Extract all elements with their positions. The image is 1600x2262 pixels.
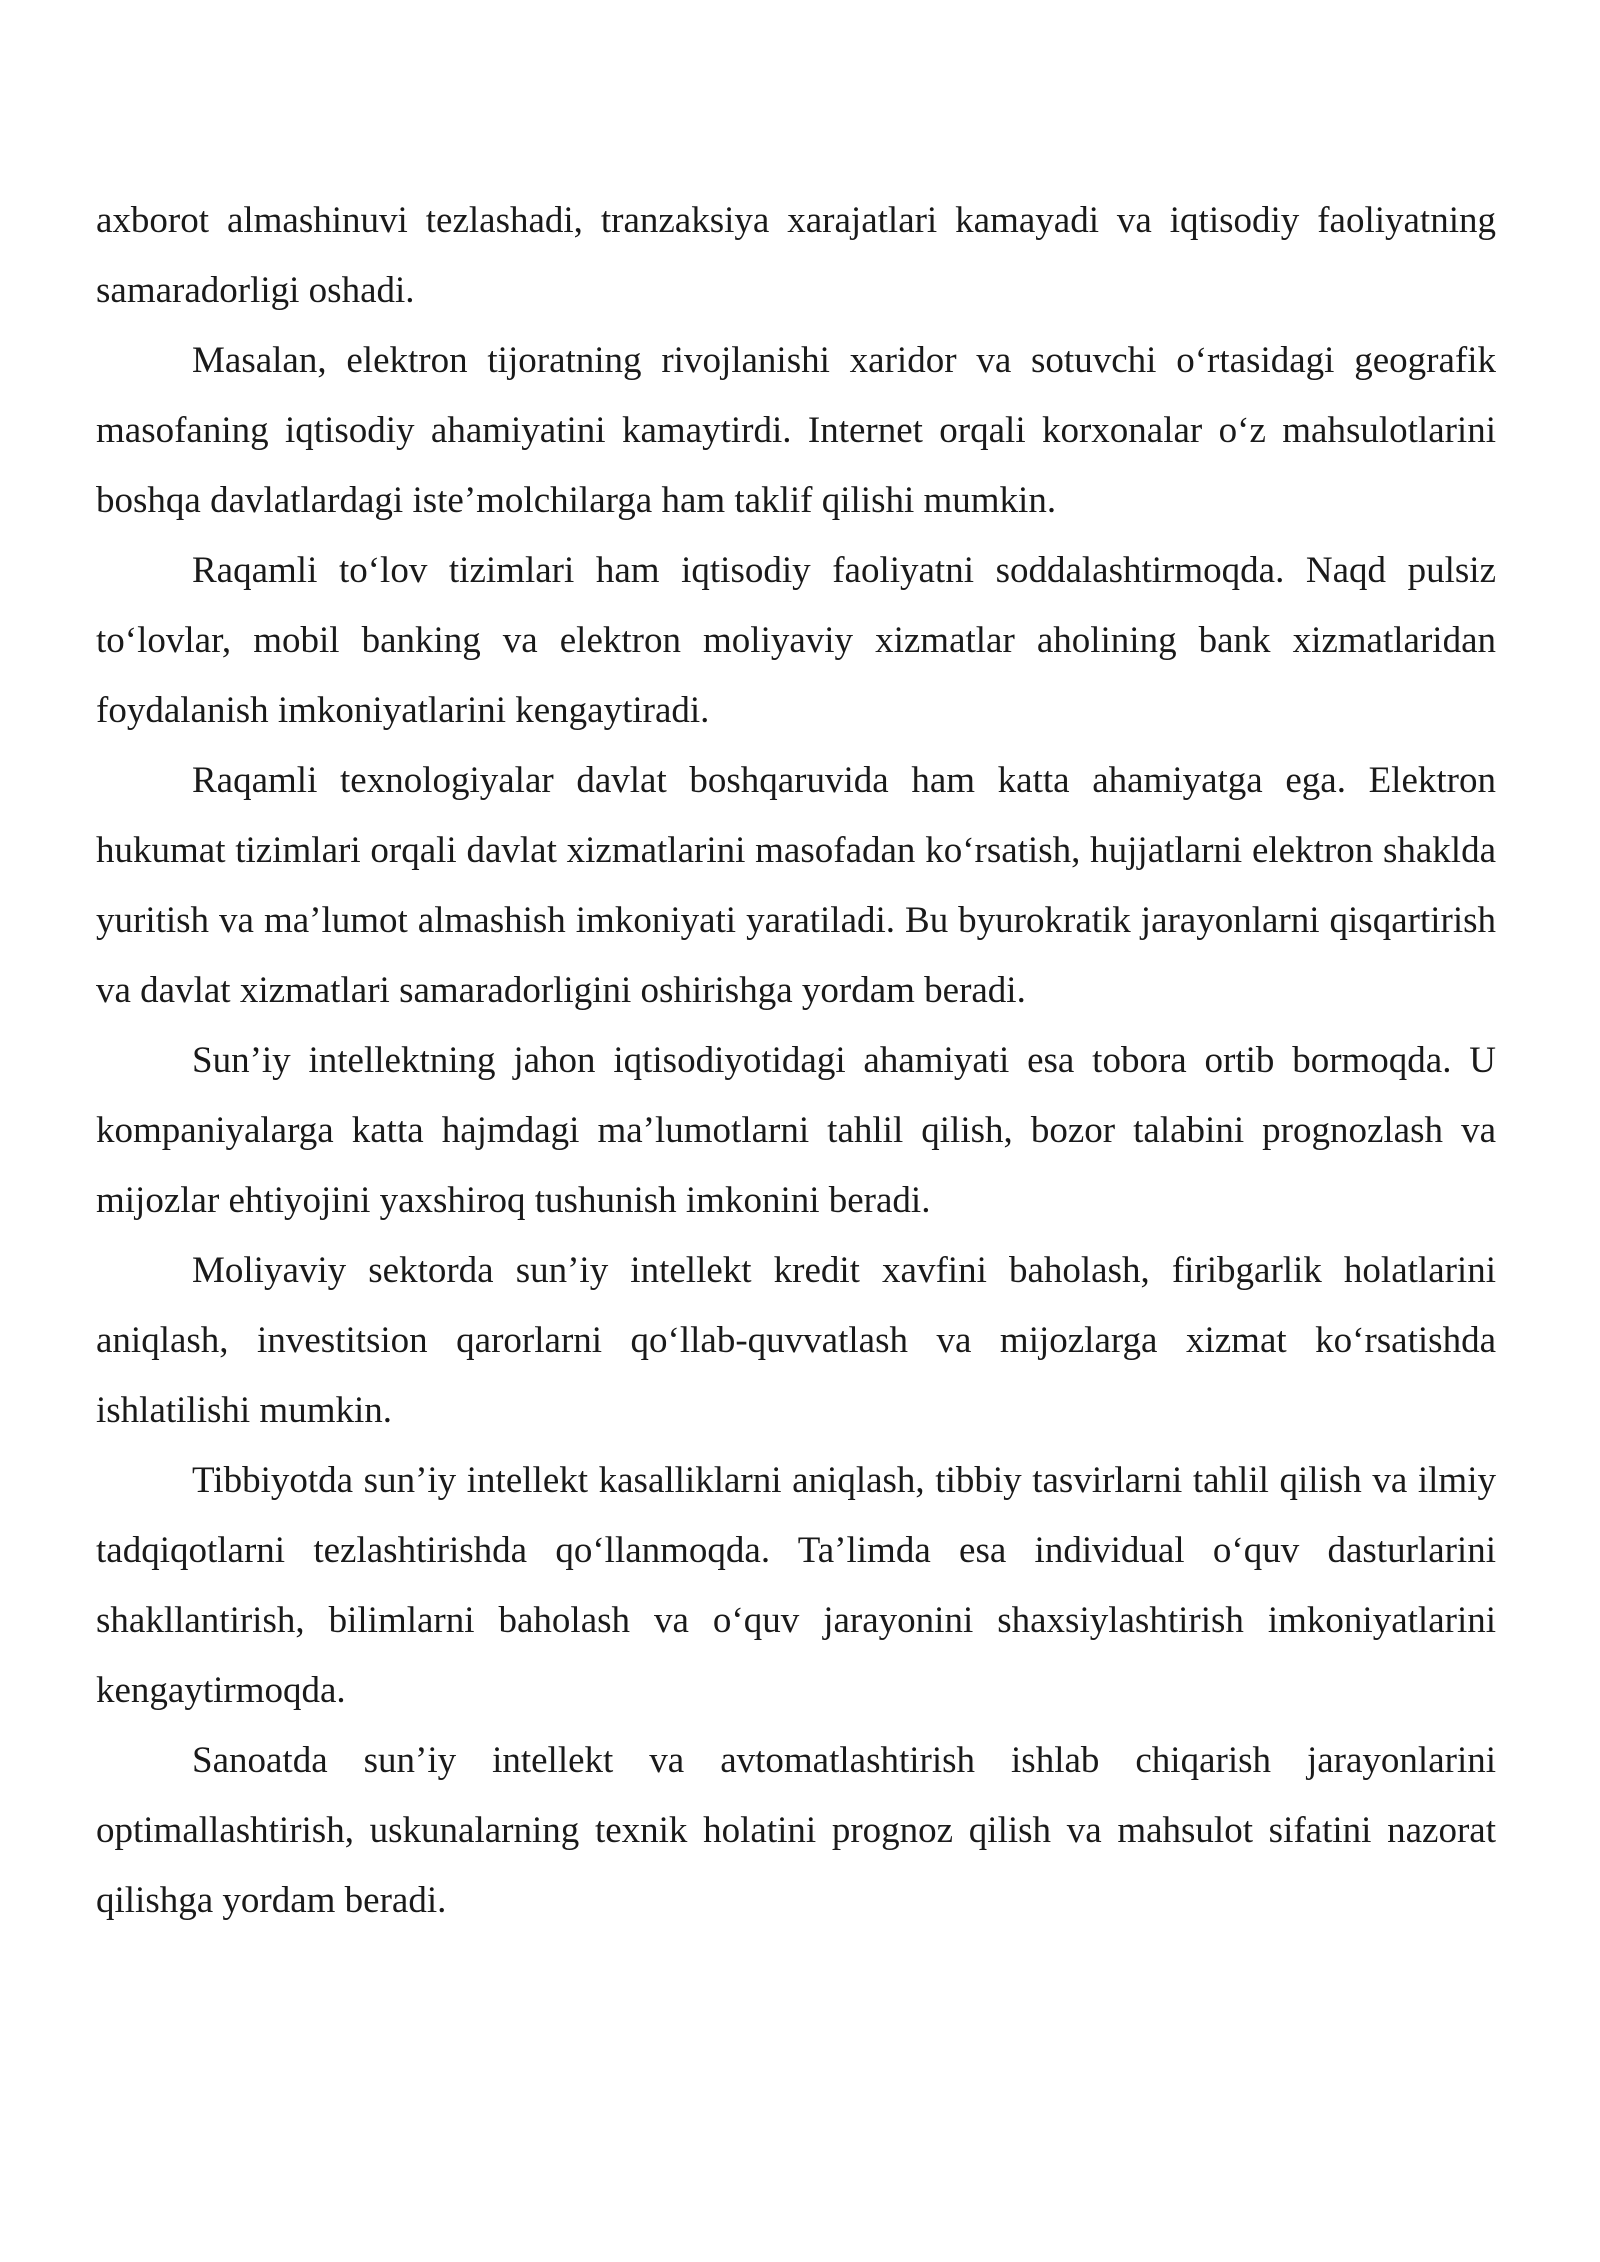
paragraph-ai-finance: Moliyaviy sektorda sun’iy intellekt kredit xavfini baholash, firibgarlik holatlarini aniqlash, investitsion qarorlarni qo‘llab-quvvatlash va mijozlarga xizmat ko‘rsatishda ishlatilishi mumkin. <box>96 1250 1496 1431</box>
paragraph-digital-payments: Raqamli to‘lov tizimlari ham iqtisodiy faoliyatni soddalashtirmoqda. Naqd pulsiz to‘lovlar, mobil banking va elektron moliyaviy xizmatlar aholining bank xizmatlaridan foydalanish imkoniyatlarini kengaytiradi. <box>96 550 1496 731</box>
document-body <box>96 186 1496 1936</box>
paragraph-electronic-commerce: Masalan, elektron tijoratning rivojlanishi xaridor va sotuvchi o‘rtasidagi geografik masofaning iqtisodiy ahamiyatini kamaytirdi. Internet orqali korxonalar o‘z mahsulotlarini boshqa davlatlardagi iste’molchilarga ham taklif qilishi mumkin. <box>96 340 1496 521</box>
paragraph-ai-industry: Sanoatda sun’iy intellekt va avtomatlashtirish ishlab chiqarish jarayonlarini optimallashtirish, uskunalarning texnik holatini prognoz qilish va mahsulot sifatini nazorat qilishga yordam beradi. <box>96 1740 1496 1921</box>
paragraph-ai-medicine-education: Tibbiyotda sun’iy intellekt kasalliklarni aniqlash, tibbiy tasvirlarni tahlil qilish va ilmiy tadqiqotlarni tezlashtirishda qo‘llanmoqda. Ta’limda esa individual o‘quv dasturlarini shakllantirish, bilimlarni baholash va o‘quv jarayonini shaxsiylashtirish imkoniyatlarini kengaytirmoqda. <box>96 1460 1496 1711</box>
paragraph-e-government: Raqamli texnologiyalar davlat boshqaruvida ham katta ahamiyatga ega. Elektron hukumat tizimlari orqali davlat xizmatlarini masofadan ko‘rsatish, hujjatlarni elektron shaklda yuritish va ma’lumot almashish imkoniyati yaratiladi. Bu byurokratik jarayonlarni qisqartirish va davlat xizmatlari samaradorligini oshirishga yordam beradi. <box>96 760 1496 1011</box>
paragraph-ai-economy: Sun’iy intellektning jahon iqtisodiyotidagi ahamiyati esa tobora ortib bormoqda. U kompaniyalarga katta hajmdagi ma’lumotlarni tahlil qilish, bozor talabini prognozlash va mijozlar ehtiyojini yaxshiroq tushunish imkonini beradi. <box>96 1040 1496 1221</box>
paragraph-continuation: axborot almashinuvi tezlashadi, tranzaksiya xarajatlari kamayadi va iqtisodiy faoliyatning samaradorligi oshadi. <box>96 200 1496 311</box>
